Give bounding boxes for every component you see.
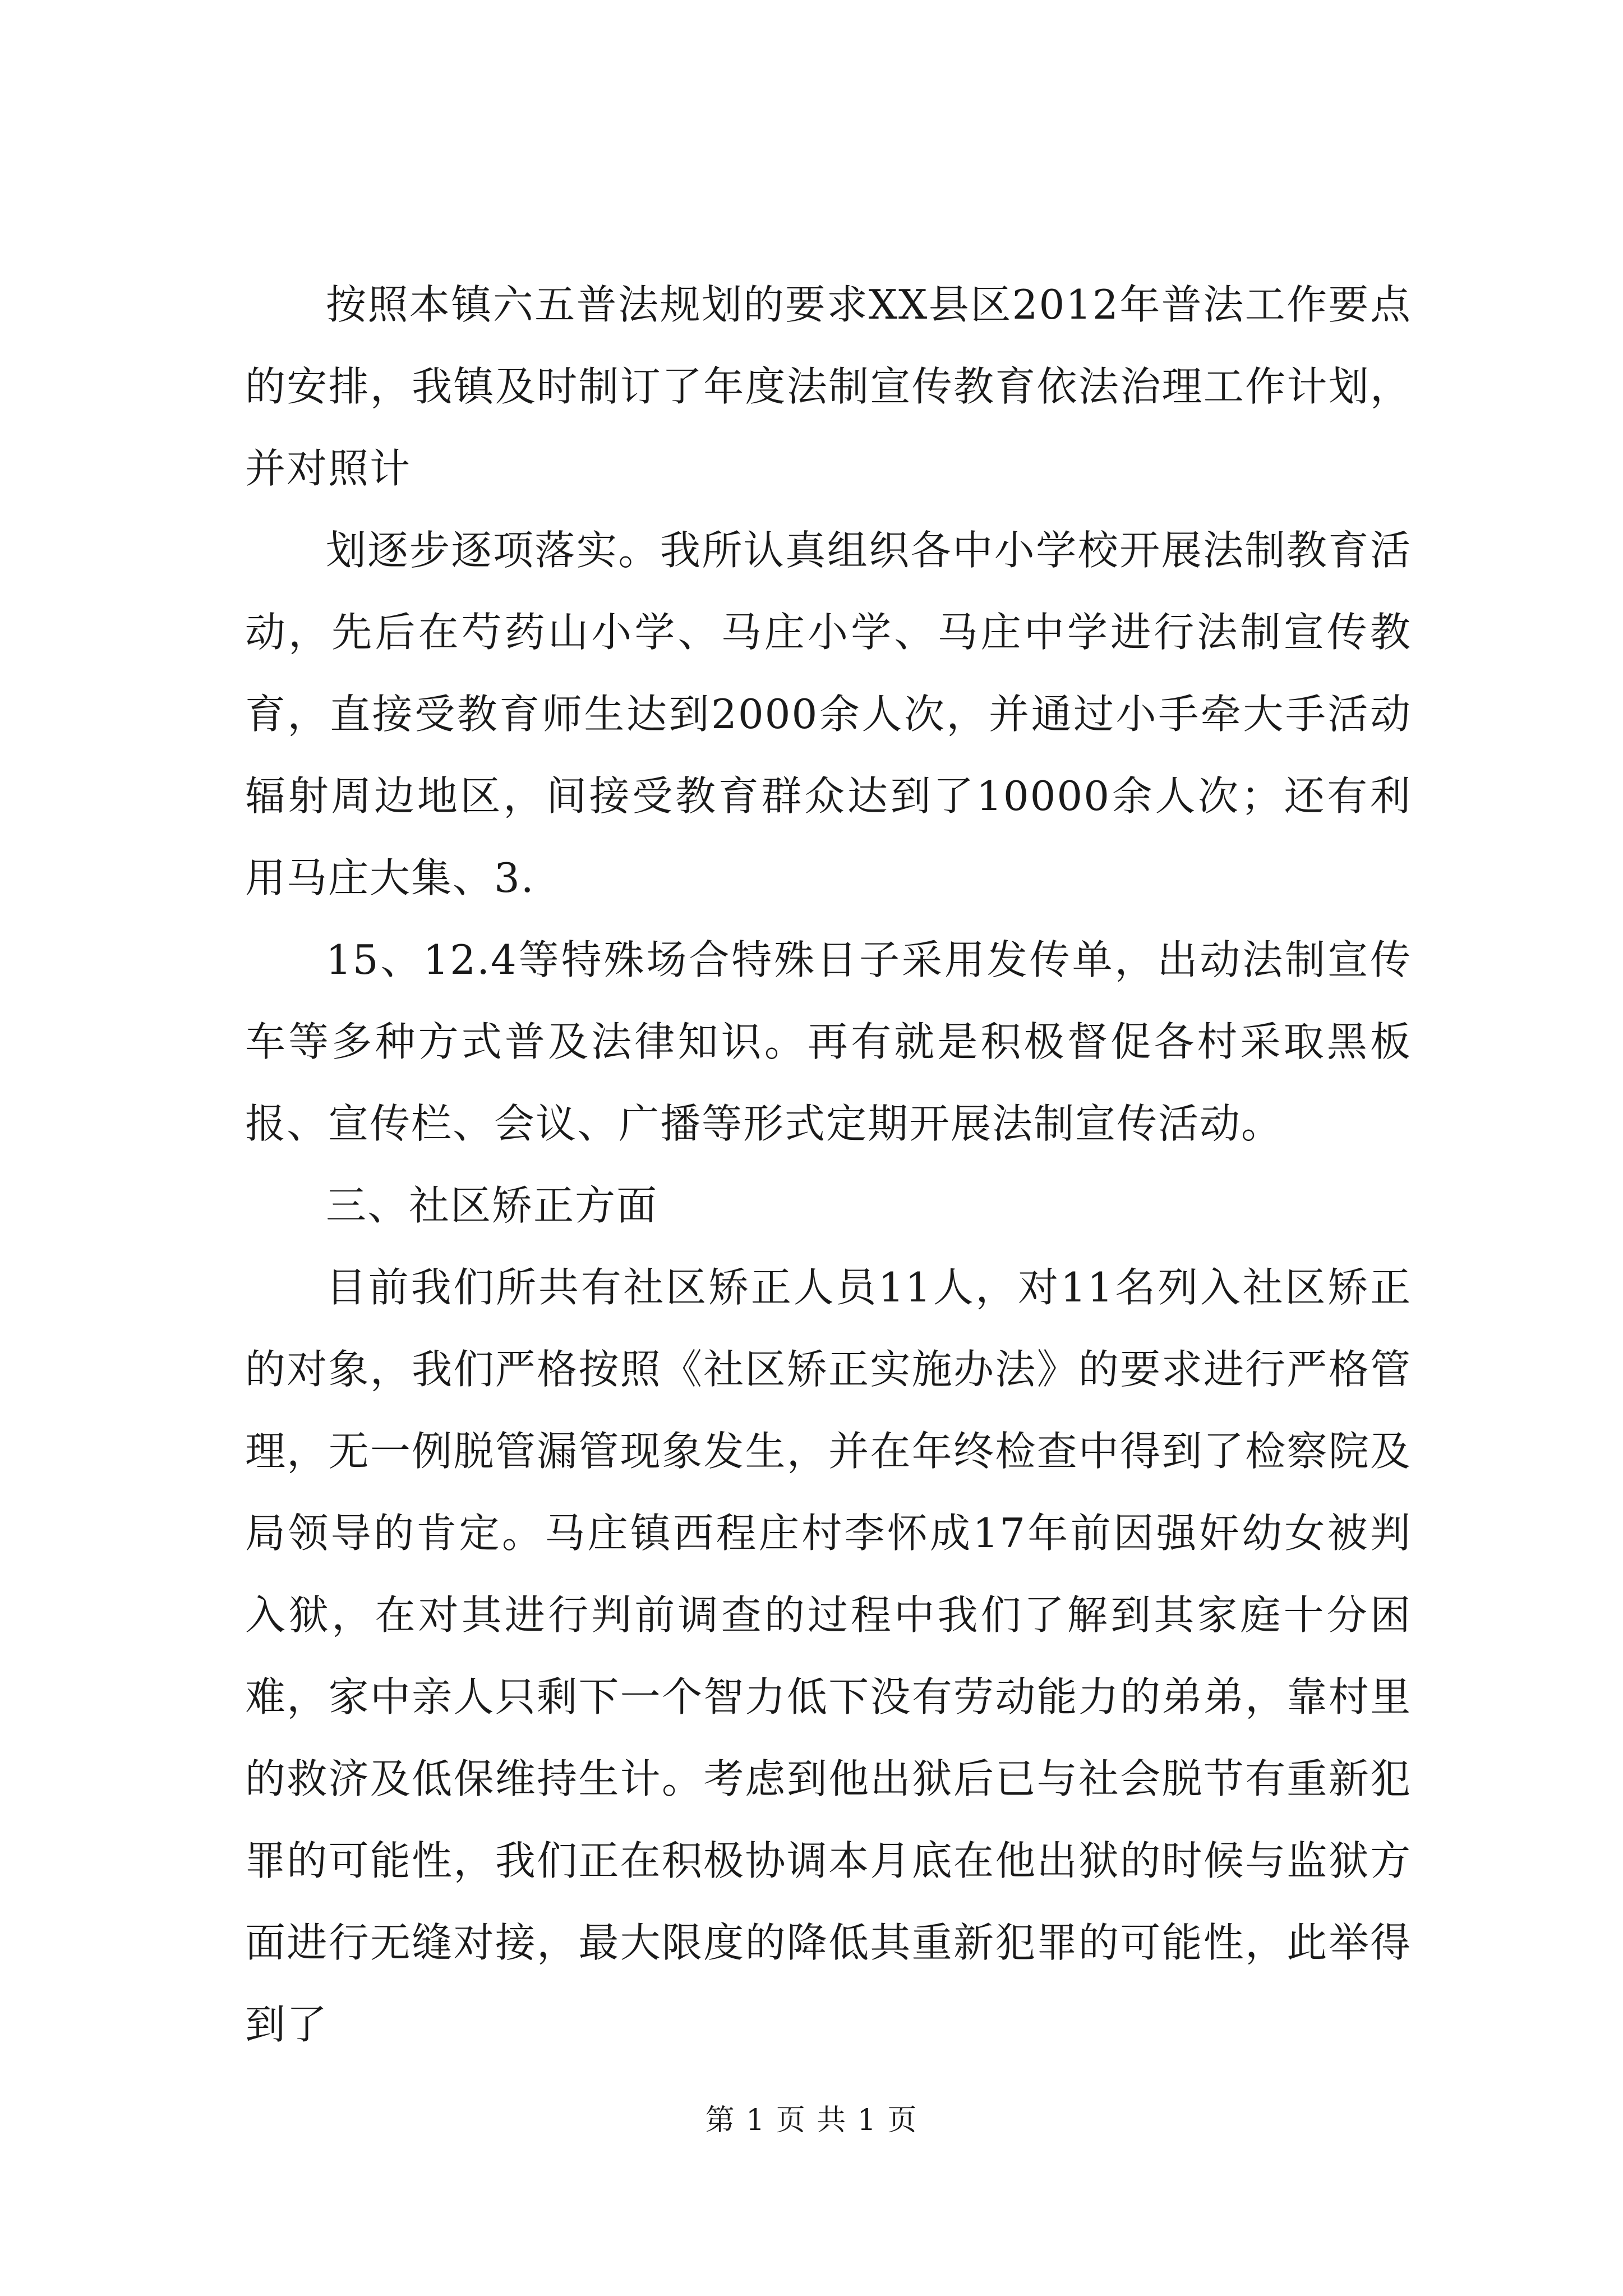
document-body: [245, 264, 1412, 2065]
paragraph-community-correction: 目前我们所共有社区矫正人员11人，对11名列入社区矫正的对象，我们严格按照《社区矫正实施办法》的要求进行严格管理，无一例脱管漏管现象发生，并在年终检查中得到了检察院及局领导的肯定。马庄镇西程庄村李怀成17年前因强奸幼女被判入狱，在对其进行判前调查的过程中我们了解到其家庭十分困难，家中亲人只剩下一个智力低下没有劳动能力的弟弟，靠村里的救济及低保维持生计。考虑到他出狱后已与社会脱节有重新犯罪的可能性，我们正在积极协调本月底在他出狱的时候与监狱方面进行无缝对接，最大限度的降低其重新犯罪的可能性，此举得到了: [245, 1264, 1412, 2048]
section-heading-community-correction: 三、社区矫正方面: [326, 1182, 658, 1229]
page-footer: 第 1 页 共 1 页: [705, 2104, 918, 2137]
paragraph-plan: 按照本镇六五普法规划的要求XX县区2012年普法工作要点的安排，我镇及时制订了年度法制宣传教育依法治理工作计划，并对照计: [245, 281, 1412, 492]
paragraph-special-days: 15、12.4等特殊场合特殊日子采用发传单，出动法制宣传车等多种方式普及法律知识。再有就是积极督促各村采取黑板报、宣传栏、会议、广播等形式定期开展法制宣传活动。: [245, 936, 1412, 1147]
paragraph-school-education: 划逐步逐项落实。我所认真组织各中小学校开展法制教育活动，先后在芍药山小学、马庄小学、马庄中学进行法制宣传教育，直接受教育师生达到2000余人次，并通过小手牵大手活动辐射周边地区，间接受教育群众达到了10000余人次；还有利用马庄大集、3.: [245, 527, 1412, 901]
